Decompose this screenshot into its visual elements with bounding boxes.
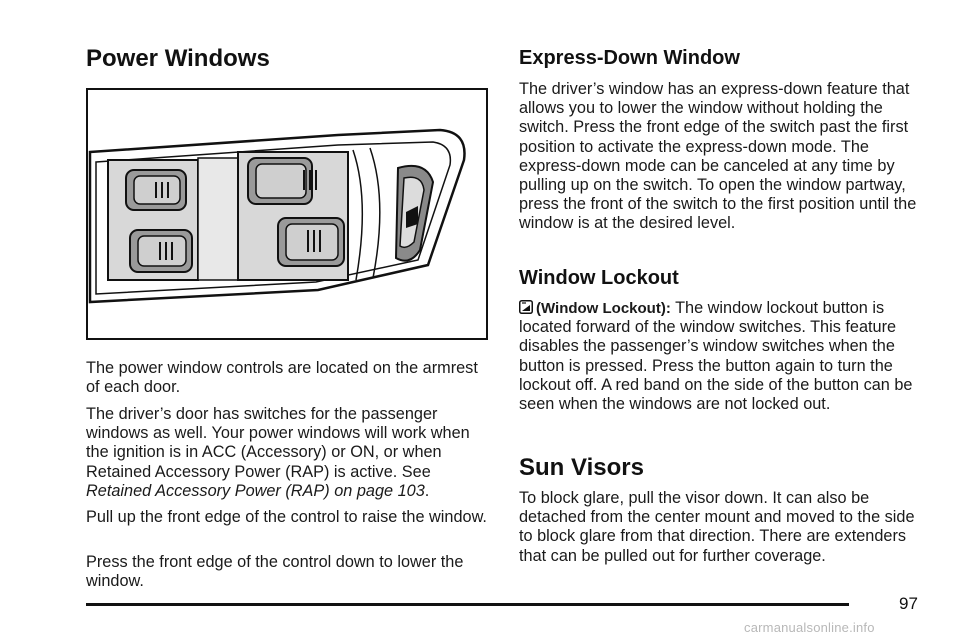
paragraph-controls-location: The power window controls are located on the armrest of each door. — [86, 359, 478, 397]
footer-rule — [86, 603, 849, 606]
window-switch-drawing — [88, 90, 486, 338]
paragraph-sun-visors: To block glare, pull the visor down. It can also be detached from the center mount and moved to the side to block glare from that direction. There are extenders that can be pulled out for further coverage. — [519, 489, 915, 565]
switch-rear-right — [278, 218, 344, 266]
lockout-label: (Window Lockout): — [536, 300, 671, 317]
switch-front-left — [126, 170, 186, 210]
paragraph-lower-window: Press the front edge of the control down to lower the window. — [86, 553, 464, 591]
section-title-sun-visors: Sun Visors — [519, 454, 644, 481]
paragraph-window-lockout — [519, 299, 929, 414]
lockout-body: The window lockout button is located forward of the window switches. This feature disables the passenger’s window switches when the button is pressed. Press the button again to turn the lockout off. A red band on the side of the button can be seen when the windows are not locked out. — [519, 299, 913, 414]
driver-switches-text: The driver’s door has switches for the passenger windows as well. Your power windows will work when the ignition is in ACC (Accessory) or ON, or when Retained Accessory Power (RAP) is active. See — [86, 405, 470, 481]
section-title-window-lockout: Window Lockout — [519, 267, 679, 289]
watermark: carmanualsonline.info — [744, 620, 875, 635]
section-title-express-down: Express-Down Window — [519, 47, 740, 69]
paragraph-express-down: The driver’s window has an express-down feature that allows you to lower the window without holding the switch. Press the front edge of the switch past the first position to activate the express-down mode. The express-down mode can be canceled at any time by pulling up on the switch. To open the window partway, press the front of the switch to the first position until the window is at the desired level. — [519, 80, 917, 233]
page-number: 97 — [899, 594, 918, 613]
paragraph-driver-switches — [86, 405, 491, 501]
driver-switches-end: . — [424, 481, 430, 500]
switch-rear-left — [130, 230, 192, 272]
switch-front-right — [248, 158, 316, 204]
window-lockout-icon — [519, 300, 533, 314]
section-title-power-windows: Power Windows — [86, 45, 270, 72]
window-switch-illustration — [86, 88, 488, 340]
paragraph-raise-window: Pull up the front edge of the control to raise the window. — [86, 508, 487, 526]
rap-page-reference[interactable]: Retained Accessory Power (RAP) on page 103 — [86, 481, 425, 500]
